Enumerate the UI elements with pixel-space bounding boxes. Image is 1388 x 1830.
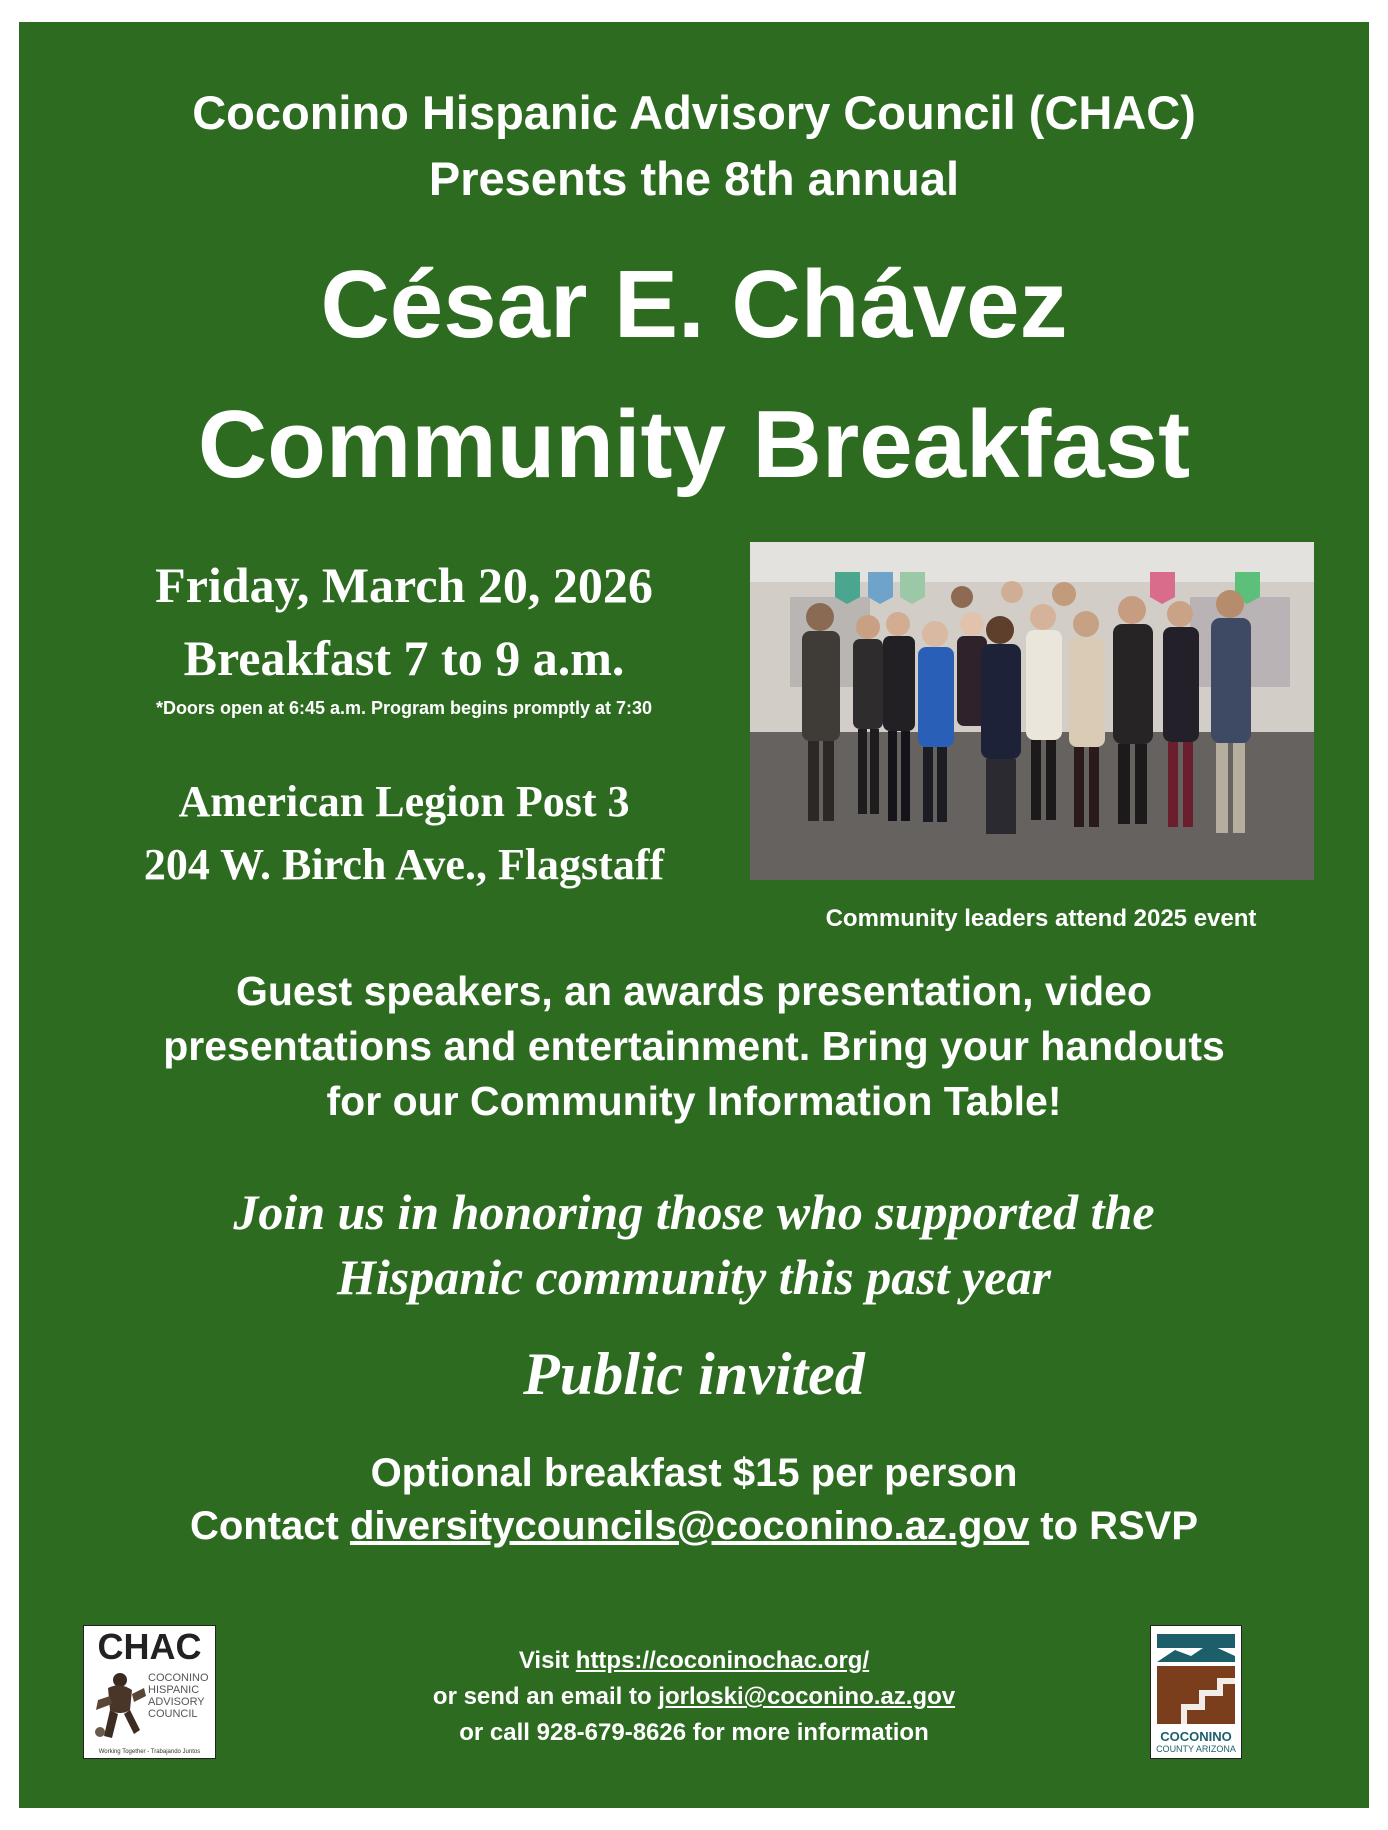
presents-line: Presents the 8th annual — [428, 152, 960, 205]
photo-caption: Community leaders attend 2025 event — [825, 905, 1257, 932]
footer-visit-prefix: Visit — [518, 1647, 570, 1674]
rsvp-suffix: to RSVP — [1040, 1504, 1199, 1548]
footer-email-prefix: or send an email to — [432, 1683, 652, 1710]
description-line: Guest speakers, an awards presentation, video — [235, 968, 1152, 1014]
footer-email-link[interactable]: jorloski@coconino.az.gov — [658, 1683, 956, 1710]
event-time: Breakfast 7 to 9 a.m. — [183, 630, 625, 686]
county-logo-subtitle: COUNTY ARIZONA — [1156, 1744, 1236, 1754]
organization-line: Coconino Hispanic Advisory Council (CHAC) — [192, 86, 1196, 139]
venue-address: 204 W. Birch Ave., Flagstaff — [143, 840, 665, 889]
county-logo-name: COCONINO — [1160, 1729, 1232, 1744]
chac-logo-title: CHAC — [97, 1626, 202, 1667]
rsvp-email-link[interactable]: diversitycouncils@coconino.az.gov — [349, 1504, 1030, 1548]
chac-sub-line: HISPANIC — [148, 1684, 200, 1696]
coconino-county-logo — [1150, 1625, 1242, 1759]
chac-sub-line: COCONINO — [148, 1672, 209, 1684]
price-line: Optional breakfast $15 per person — [370, 1451, 1018, 1495]
chac-logo-tagline: Working Together - Trabajando Juntos — [98, 1749, 201, 1755]
event-description — [59, 964, 1329, 1129]
event-title-line-1: César E. Chávez — [320, 251, 1068, 358]
footer-call-line: or call 928-679-8626 for more information — [459, 1719, 929, 1746]
rsvp-prefix: Contact — [189, 1504, 339, 1548]
mountain-logo-icon — [1151, 1626, 1241, 1730]
chac-sub-line: COUNCIL — [148, 1708, 198, 1720]
public-invited: Public invited — [523, 1341, 865, 1407]
website-link[interactable]: https://coconinochac.org/ — [575, 1647, 870, 1674]
group-photo — [750, 542, 1314, 880]
doors-note: *Doors open at 6:45 a.m. Program begins promptly at 7:30 — [155, 698, 653, 718]
event-flyer — [19, 22, 1369, 1808]
honor-line-1: Join us in honoring those who supported the — [233, 1184, 1155, 1240]
venue-name: American Legion Post 3 — [178, 777, 630, 826]
event-title-line-2: Community Breakfast — [197, 391, 1191, 498]
event-date: Friday, March 20, 2026 — [155, 557, 653, 613]
chac-sub-line: ADVISORY — [148, 1696, 205, 1708]
rsvp-line — [19, 1500, 1369, 1552]
honor-line-2: Hispanic community this past year — [337, 1249, 1051, 1305]
description-line: presentations and entertainment. Bring your handouts — [163, 1023, 1225, 1069]
description-line: for our Community Information Table! — [326, 1078, 1062, 1124]
